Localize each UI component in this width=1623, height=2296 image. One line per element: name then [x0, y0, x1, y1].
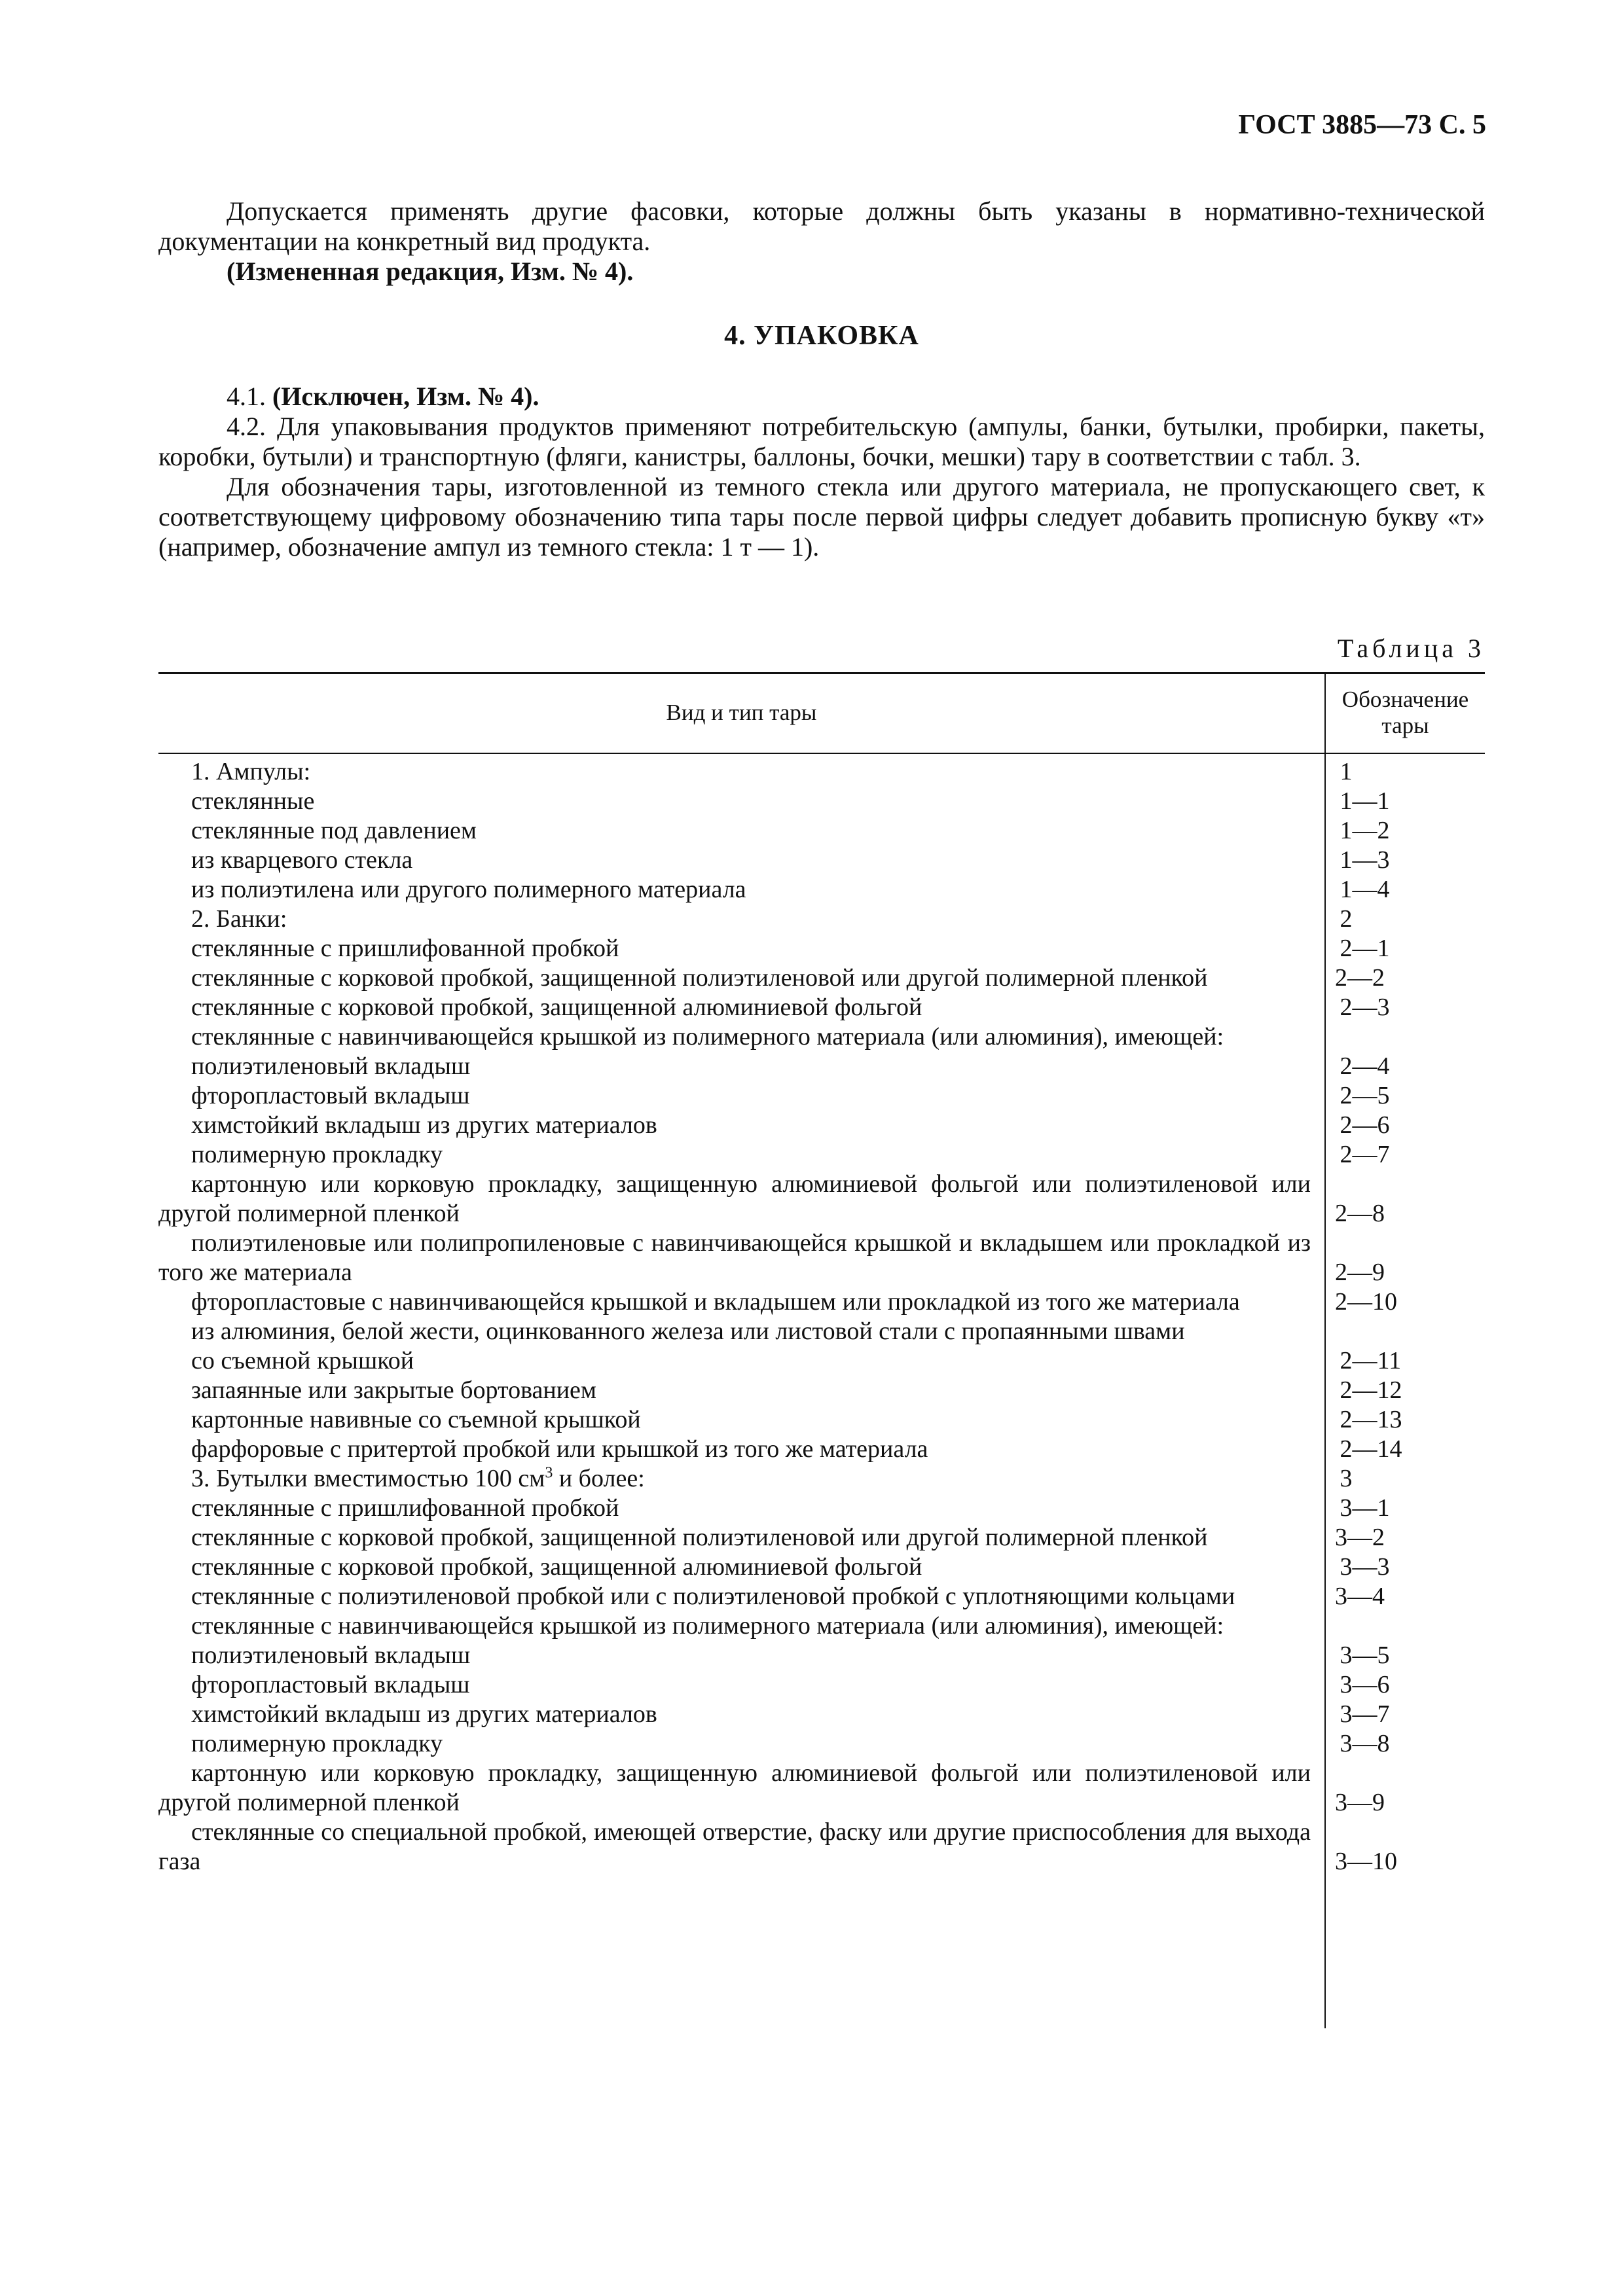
- row-code: 2—6: [1340, 1111, 1390, 1139]
- row-type-text: [158, 757, 1329, 787]
- row-type-text: [158, 1405, 1329, 1435]
- table-row: [158, 963, 1485, 993]
- table-row: [158, 1376, 1485, 1405]
- row-code: 3—6: [1340, 1671, 1390, 1698]
- row-code: 1—2: [1340, 817, 1390, 844]
- row-type-text: [158, 1582, 1324, 1611]
- table-row: [158, 1022, 1485, 1052]
- table-row: [158, 1700, 1485, 1729]
- row-type-label: стеклянные с навинчивающейся крышкой из полимерного материала (или алюминия), имеющей:: [191, 1612, 1224, 1640]
- row-code: 3—4: [1335, 1583, 1385, 1610]
- row-type-label: полиэтиленовые или полипропиленовые с навинчивающейся крышкой и вкладышем или прокладкой из того же материала: [158, 1229, 1311, 1286]
- clause-4-1-text: (Исключен, Изм. № 4).: [272, 382, 539, 411]
- intro-block: [158, 196, 1485, 287]
- row-type-text: [158, 1552, 1329, 1582]
- superscript: 3: [545, 1464, 553, 1482]
- row-code: 2—14: [1340, 1435, 1402, 1463]
- row-type-label: запаянные или закрытые бортованием: [191, 1376, 596, 1404]
- row-code: 3: [1340, 1465, 1353, 1492]
- table-row: [158, 757, 1485, 787]
- row-type-text: [158, 875, 1329, 905]
- table-caption: Таблица 3: [1337, 634, 1485, 663]
- row-type-text: [158, 846, 1329, 875]
- row-code: 1—1: [1340, 787, 1390, 815]
- row-code: [1329, 1317, 1485, 1346]
- row-type-text: [158, 1346, 1329, 1376]
- row-code: 2—2: [1335, 964, 1385, 992]
- row-type-label: химстойкий вкладыш из других материалов: [191, 1111, 657, 1139]
- row-code: 3—2: [1335, 1524, 1385, 1551]
- row-type-text: [158, 1494, 1329, 1523]
- table-row: [158, 787, 1485, 816]
- row-code: 1—3: [1340, 846, 1390, 874]
- row-code: 2: [1340, 905, 1353, 933]
- row-type-label: фторопластовый вкладыш: [191, 1671, 470, 1698]
- row-code: 2—12: [1340, 1376, 1402, 1404]
- row-code: 2—3: [1340, 994, 1390, 1021]
- row-type-label: полиэтиленовый вкладыш: [191, 1052, 471, 1080]
- row-type-label: картонные навивные со съемной крышкой: [191, 1406, 641, 1433]
- table-row: [158, 1464, 1485, 1494]
- table-row: [158, 1405, 1485, 1435]
- row-type-label: полиэтиленовый вкладыш: [191, 1641, 471, 1669]
- row-code: 1: [1340, 758, 1353, 785]
- table-row: [158, 846, 1485, 875]
- table-row: [158, 1523, 1485, 1552]
- row-type-text: [158, 816, 1329, 846]
- row-type-text: [158, 1111, 1329, 1140]
- table-row: [158, 1317, 1485, 1346]
- column-header-code-line1: Обозначение: [1341, 686, 1469, 712]
- table-row: [158, 1435, 1485, 1464]
- row-type-text: [158, 1376, 1329, 1405]
- column-header-code: [1326, 672, 1485, 753]
- table-body: [158, 757, 1485, 1876]
- row-type-text: [158, 1052, 1329, 1081]
- row-type-label: картонную или корковую прокладку, защищенную алюминиевой фольгой или полиэтиленовой или другой полимерной пленкой: [158, 1170, 1311, 1227]
- row-code: [1324, 1611, 1484, 1641]
- row-code: 3—3: [1340, 1553, 1390, 1581]
- section-body: [158, 382, 1485, 562]
- column-header-type: Вид и тип тары: [666, 699, 817, 725]
- table-row: [158, 875, 1485, 905]
- row-code: 2—1: [1340, 935, 1390, 962]
- row-type-label: стеклянные с корковой пробкой, защищенной полиэтиленовой или другой полимерной пленкой: [191, 964, 1208, 992]
- table-row: [158, 1052, 1485, 1081]
- row-code: 2—9: [1335, 1259, 1385, 1286]
- row-type-text: [158, 1729, 1329, 1759]
- table-row: [158, 1140, 1485, 1170]
- table-row: [158, 905, 1485, 934]
- row-type-text: [158, 1700, 1329, 1729]
- dark-glass-paragraph: Для обозначения тары, изготовленной из темного стекла или другого материала, не пропускающего свет, к соответствующему цифровому обозначению типа тары после первой цифры следует добавить прописную букву «т» (например, обозначение ампул из темного стекла: 1 т — 1).: [158, 472, 1485, 562]
- table-row: [158, 1170, 1485, 1229]
- row-type-text: [158, 1611, 1324, 1641]
- table-row: [158, 1287, 1485, 1317]
- row-type-text: [158, 1140, 1329, 1170]
- row-type-label: картонную или корковую прокладку, защищенную алюминиевой фольгой или полиэтиленовой или другой полимерной пленкой: [158, 1759, 1311, 1816]
- table-row: [158, 1552, 1485, 1582]
- row-code: [1324, 1022, 1484, 1052]
- clause-4-2: 4.2. Для упаковывания продуктов применяют потребительскую (ампулы, банки, бутылки, пробирки, пакеты, коробки, бутыли) и транспортную (фляги, канистры, баллоны, бочки, мешки) тару в соответствии с табл. 3.: [158, 412, 1485, 471]
- row-type-label: стеклянные с корковой пробкой, защищенной алюминиевой фольгой: [191, 1553, 922, 1581]
- row-type-text: [158, 1022, 1324, 1052]
- row-type-text: [158, 1317, 1329, 1346]
- row-type-label: стеклянные с корковой пробкой, защищенной полиэтиленовой или другой полимерной пленкой: [191, 1524, 1208, 1551]
- row-type-label: полимерную прокладку: [191, 1141, 443, 1168]
- table-row: [158, 816, 1485, 846]
- row-type-text: [158, 1818, 1324, 1876]
- table-row: [158, 1759, 1485, 1818]
- row-type-text: [158, 1229, 1324, 1287]
- row-code: 2—7: [1340, 1141, 1390, 1168]
- table-row: [158, 1670, 1485, 1700]
- row-type-text: [158, 1641, 1329, 1670]
- row-type-label: стеклянные под давлением: [191, 817, 477, 844]
- row-code: 2—8: [1335, 1200, 1385, 1227]
- row-code: 3—9: [1335, 1789, 1385, 1816]
- row-code: 3—5: [1340, 1641, 1390, 1669]
- row-type-label: фторопластовые с навинчивающейся крышкой и вкладышем или прокладкой из того же материала: [191, 1288, 1240, 1316]
- row-code: 1—4: [1340, 876, 1390, 903]
- row-type-text: [158, 993, 1329, 1022]
- table-row: [158, 1494, 1485, 1523]
- row-type-label: из кварцевого стекла: [191, 846, 413, 874]
- table-row: [158, 1641, 1485, 1670]
- column-header-code-line2: тары: [1381, 712, 1429, 738]
- table-row: [158, 1081, 1485, 1111]
- row-code: 2—10: [1335, 1288, 1397, 1316]
- row-type-label: фторопластовый вкладыш: [191, 1082, 470, 1109]
- row-type-label: из полиэтилена или другого полимерного материала: [191, 876, 746, 903]
- table-header-rule: [158, 753, 1485, 754]
- row-type-label: стеклянные со специальной пробкой, имеющей отверстие, фаску или другие приспособления для выхода газа: [158, 1818, 1311, 1875]
- row-type-text: [158, 1523, 1324, 1552]
- row-type-text: [158, 1170, 1324, 1229]
- row-type-label: стеклянные с пришлифованной пробкой: [191, 1494, 619, 1522]
- clause-4-1: [158, 382, 1485, 412]
- row-type-text: [158, 1670, 1329, 1700]
- row-type-text: [158, 1759, 1324, 1818]
- page-header: ГОСТ 3885—73 С. 5: [1238, 110, 1486, 140]
- table-row: [158, 1611, 1485, 1641]
- row-type-label: 2. Банки:: [191, 905, 287, 933]
- table-row: [158, 1582, 1485, 1611]
- row-type-text: [158, 963, 1324, 993]
- table-row: [158, 1818, 1485, 1876]
- row-type-label: стеклянные с пришлифованной пробкой: [191, 935, 619, 962]
- row-type-label: из алюминия, белой жести, оцинкованного железа или листовой стали с пропаянными швами: [191, 1318, 1185, 1345]
- row-type-label: стеклянные с полиэтиленовой пробкой или с полиэтиленовой пробкой с уплотняющими кольцами: [191, 1583, 1235, 1610]
- amendment-note: (Измененная редакция, Изм. № 4).: [227, 257, 634, 286]
- row-type-label: фарфоровые с притертой пробкой или крышкой из того же материала: [191, 1435, 928, 1463]
- row-type-label: стеклянные с навинчивающейся крышкой из полимерного материала (или алюминия), имеющей:: [191, 1023, 1224, 1050]
- row-type-text: [158, 1287, 1324, 1317]
- row-code: 2—5: [1340, 1082, 1390, 1109]
- row-code: 3—1: [1340, 1494, 1390, 1522]
- row-type-label: химстойкий вкладыш из других материалов: [191, 1700, 657, 1728]
- row-type-label: 3. Бутылки вместимостью 100 см: [191, 1465, 545, 1492]
- table-row: [158, 1729, 1485, 1759]
- row-type-label: 1. Ампулы:: [191, 758, 311, 785]
- row-type-label: стеклянные с корковой пробкой, защищенной алюминиевой фольгой: [191, 994, 922, 1021]
- table-row: [158, 1229, 1485, 1287]
- row-type-text: [158, 1081, 1329, 1111]
- table-row: [158, 934, 1485, 963]
- row-type-text: [158, 934, 1329, 963]
- row-code: 3—10: [1335, 1848, 1397, 1875]
- row-code: 2—11: [1340, 1347, 1402, 1374]
- row-code: 2—4: [1340, 1052, 1390, 1080]
- row-type-text: [158, 1435, 1329, 1464]
- clause-4-1-number: 4.1.: [227, 382, 266, 411]
- table-row: [158, 993, 1485, 1022]
- row-type-label-tail: и более:: [553, 1465, 645, 1492]
- row-type-label: стеклянные: [191, 787, 315, 815]
- row-type-label: со съемной крышкой: [191, 1347, 414, 1374]
- row-type-text: [158, 1464, 1329, 1494]
- row-type-label: полимерную прокладку: [191, 1730, 443, 1757]
- table-row: [158, 1111, 1485, 1140]
- section-title: 4. УПАКОВКА: [724, 321, 919, 351]
- row-code: 3—7: [1340, 1700, 1390, 1728]
- row-code: 3—8: [1340, 1730, 1390, 1757]
- table-row: [158, 1346, 1485, 1376]
- row-type-text: [158, 787, 1329, 816]
- row-code: 2—13: [1340, 1406, 1402, 1433]
- intro-paragraph: Допускается применять другие фасовки, которые должны быть указаны в нормативно-технической документации на конкретный вид продукта.: [158, 196, 1485, 256]
- row-type-text: [158, 905, 1329, 934]
